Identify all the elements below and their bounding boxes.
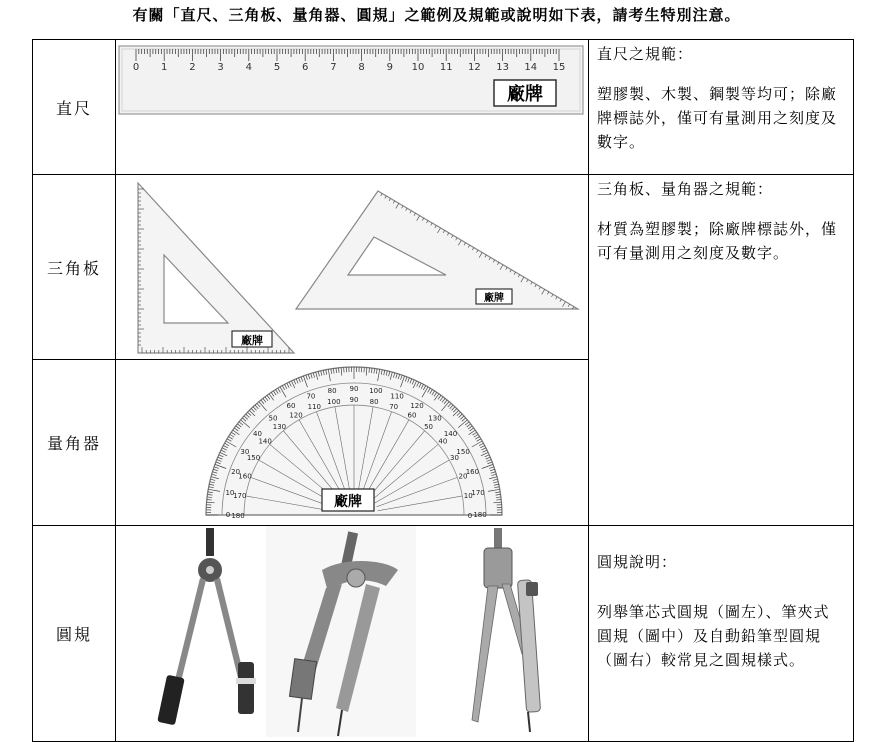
protractor-image-cell (116, 360, 589, 526)
ruler-desc-heading: 直尺之規範： (597, 42, 845, 66)
triangle-desc-heading: 三角板、量角器之規範： (597, 177, 845, 201)
ruler-number: 12 (468, 62, 481, 73)
ruler-number: 5 (274, 62, 280, 73)
compass-image-cell (116, 526, 589, 742)
protractor-outer-number: 20 (231, 468, 240, 476)
table-row (33, 175, 854, 360)
protractor-outer-number: 110 (390, 393, 403, 401)
ruler-number: 15 (553, 62, 566, 73)
ruler-number: 14 (524, 62, 537, 73)
protractor-outer-number: 10 (225, 489, 234, 497)
protractor-outer-number: 60 (287, 402, 296, 410)
compass-description (589, 526, 854, 742)
protractor-outer-number: 70 (306, 393, 315, 401)
protractor-outer-number: 40 (253, 430, 262, 438)
protractor-inner-number: 160 (238, 472, 251, 480)
ruler-image-cell (116, 40, 589, 175)
table-row (33, 526, 854, 742)
protractor-inner-number: 60 (408, 412, 417, 420)
tools-table (32, 39, 854, 742)
ruler-number: 10 (412, 62, 425, 73)
protractor-inner-number: 20 (459, 472, 468, 480)
protractor-inner-number: 140 (258, 437, 271, 445)
protractor-outer-number: 90 (350, 385, 359, 393)
ruler-number: 9 (387, 62, 393, 73)
ruler-description (589, 40, 854, 175)
right-triangle-brand: 廠牌 (484, 291, 504, 304)
protractor-outer-number: 160 (466, 468, 479, 476)
protractor-inner-number: 130 (273, 423, 286, 431)
left-triangle-brand: 廠牌 (241, 333, 263, 347)
left-triangle (138, 183, 294, 353)
protractor-inner-number: 0 (468, 512, 472, 520)
ruler-number: 7 (330, 62, 336, 73)
compass-desc-heading: 圓規說明： (597, 550, 845, 574)
ruler-desc-body: 塑膠製、木製、鋼製等均可；除廠牌標誌外，僅可有量測用之刻度及數字。 (597, 82, 845, 154)
protractor-inner-number: 120 (289, 412, 302, 420)
protractor-inner-number: 170 (233, 492, 246, 500)
compass-desc-body: 列舉筆芯式圓規（圖左）、筆夾式圓規（圖中）及自動鉛筆型圓規（圖右）較常見之圓規樣式。 (597, 600, 845, 672)
ruler-number: 2 (189, 62, 195, 73)
protractor-inner-number: 150 (247, 454, 260, 462)
protractor-outer-number: 50 (269, 414, 278, 422)
protractor-inner-number: 70 (389, 403, 398, 411)
protractor-inner-number: 90 (350, 396, 359, 404)
row-label-triangle: 三角板 (33, 175, 116, 360)
row-label-ruler: 直尺 (33, 40, 116, 175)
page-title: 有關「直尺、三角板、量角器、圓規」之範例及規範或說明如下表，請考生特別注意。 (0, 4, 873, 25)
triangle-image-cell (116, 175, 589, 360)
ruler-illustration (116, 40, 588, 170)
protractor-outer-number: 180 (473, 511, 486, 519)
protractor-outer-number: 0 (226, 511, 230, 519)
protractor-outer-number: 30 (240, 448, 249, 456)
ruler-number: 11 (440, 62, 453, 73)
pencil-lead-compass (157, 528, 256, 725)
protractor-outer-number: 100 (369, 387, 382, 395)
triangle-desc-body: 材質為塑膠製；除廠牌標誌外，僅可有量測用之刻度及數字。 (597, 217, 845, 265)
ruler-number: 0 (133, 62, 139, 73)
row-label-protractor: 量角器 (33, 360, 116, 526)
triangle-protractor-description (589, 175, 854, 526)
ruler-number: 8 (358, 62, 364, 73)
table-row (33, 40, 854, 175)
protractor-outer-number: 150 (456, 448, 469, 456)
protractor-inner-number: 10 (464, 492, 473, 500)
ruler-number: 6 (302, 62, 308, 73)
right-triangle (296, 191, 578, 309)
protractor-inner-number: 80 (370, 398, 379, 406)
protractor-outer-number: 140 (444, 430, 457, 438)
compass-illustration (116, 526, 588, 737)
ruler-number: 3 (217, 62, 223, 73)
protractor-brand: 廠牌 (334, 493, 362, 510)
protractor-inner-number: 110 (308, 403, 321, 411)
ruler-number: 1 (161, 62, 167, 73)
protractor-inner-number: 180 (231, 512, 244, 520)
protractor-outer-number: 130 (428, 414, 441, 422)
protractor-illustration (116, 360, 588, 521)
protractor-inner-number: 30 (450, 454, 459, 462)
protractor-outer-number: 170 (471, 489, 484, 497)
mechanical-pencil-compass (472, 528, 541, 732)
protractor-outer-number: 120 (410, 402, 423, 410)
ruler-number: 13 (496, 62, 509, 73)
protractor-inner-number: 100 (327, 398, 340, 406)
ruler-brand-label: 廠牌 (507, 83, 543, 105)
ruler-number: 4 (246, 62, 252, 73)
protractor-inner-number: 40 (438, 437, 447, 445)
protractor-outer-number: 80 (328, 387, 337, 395)
row-label-compass: 圓規 (33, 526, 116, 742)
protractor-inner-number: 50 (424, 423, 433, 431)
triangles-illustration (116, 175, 588, 355)
